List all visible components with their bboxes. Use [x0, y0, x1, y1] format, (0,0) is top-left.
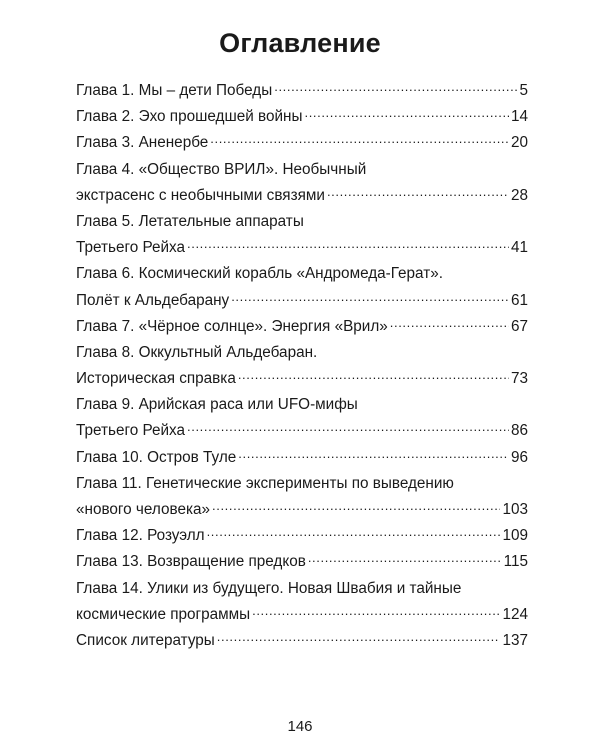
toc-entry-page: 109	[502, 527, 528, 545]
toc-entry	[76, 523, 528, 549]
toc-entry-page: 115	[503, 553, 528, 571]
toc-entry-page: 61	[510, 291, 528, 309]
toc-entry	[76, 497, 528, 523]
table-of-contents	[76, 78, 528, 654]
toc-entry-title: Глава 14. Улики из будущего. Новая Швабия и тайные	[76, 579, 462, 597]
toc-entry	[76, 78, 528, 104]
toc-entry-title: Глава 5. Летательные аппараты	[76, 212, 304, 230]
toc-entry-title-continued: Полёт к Альдебарану	[76, 291, 230, 309]
leader-dots	[238, 448, 509, 462]
leader-dots	[274, 81, 517, 95]
leader-dots	[187, 238, 509, 252]
toc-entry-page: 86	[510, 422, 528, 440]
page-title: Оглавление	[219, 28, 381, 58]
leader-dots	[217, 631, 501, 645]
toc-entry	[76, 314, 528, 340]
toc-entry-title-continued: Третьего Рейха	[76, 239, 186, 257]
toc-entry	[76, 288, 528, 314]
toc-entry-first-line	[76, 576, 528, 602]
toc-entry-title-continued: космические программы	[76, 605, 251, 623]
toc-entry-title: Глава 1. Мы – дети Победы	[76, 82, 273, 99]
toc-entry-first-line	[76, 392, 528, 418]
toc-entry	[76, 183, 528, 209]
toc-entry	[76, 104, 528, 130]
leader-dots	[207, 526, 501, 540]
toc-entry-first-line	[76, 261, 528, 287]
toc-entry-title: Глава 4. «Общество ВРИЛ». Необычный	[76, 160, 367, 178]
toc-entry-page: 28	[510, 186, 528, 204]
leader-dots	[187, 421, 509, 435]
toc-entry-page: 96	[510, 448, 528, 466]
toc-entry-page: 20	[510, 134, 528, 152]
toc-entry-first-line	[76, 340, 528, 366]
toc-entry-title: Глава 8. Оккультный Альдебаран.	[76, 343, 318, 361]
leader-dots	[327, 186, 509, 200]
toc-entry-title: Глава 13. Возвращение предков	[76, 553, 306, 571]
toc-entry-title: Глава 6. Космический корабль «Андромеда-Герат».	[76, 265, 443, 283]
toc-entry-first-line	[76, 471, 528, 497]
toc-entry	[76, 130, 528, 156]
leader-dots	[238, 369, 509, 383]
leader-dots	[390, 317, 509, 331]
toc-entry-title: Глава 10. Остров Туле	[76, 448, 237, 466]
leader-dots	[252, 605, 500, 619]
toc-entry-title: Глава 2. Эхо прошедшей войны	[76, 108, 303, 126]
toc-entry-title-continued: Третьего Рейха	[76, 422, 186, 440]
toc-entry	[76, 366, 528, 392]
leader-dots	[308, 552, 502, 566]
leader-dots	[231, 291, 509, 305]
toc-entry-title: Список литературы	[76, 631, 215, 649]
toc-entry-page: 41	[510, 239, 528, 257]
toc-entry-title: Глава 9. Арийская раса или UFO-мифы	[76, 396, 358, 414]
toc-entry-first-line	[76, 209, 528, 235]
toc-entry-title-continued: экстрасенс с необычными связями	[76, 186, 325, 204]
toc-entry-page: 14	[510, 108, 528, 126]
leader-dots	[212, 500, 500, 514]
toc-entry-first-line	[76, 157, 528, 183]
page-number: 146	[287, 718, 313, 735]
toc-entry-title: Глава 11. Генетические эксперименты по выведению	[76, 474, 454, 492]
toc-entry	[76, 549, 528, 575]
toc-entry-page: 67	[510, 317, 528, 335]
leader-dots	[305, 107, 509, 121]
toc-entry-page: 73	[510, 370, 528, 388]
toc-entry	[76, 418, 528, 444]
toc-entry-title-continued: Историческая справка	[76, 370, 236, 388]
leader-dots	[210, 133, 509, 147]
toc-entry	[76, 445, 528, 471]
toc-entry	[76, 602, 528, 628]
toc-entry	[76, 628, 528, 654]
toc-entry-title: Глава 12. Розуэлл	[76, 527, 205, 545]
toc-entry-title: Глава 3. Аненербе	[76, 134, 209, 152]
toc-entry-page: 103	[502, 501, 528, 518]
toc-entry-page: 137	[502, 631, 528, 649]
toc-entry	[76, 235, 528, 261]
toc-entry-title-continued: «нового человека»	[76, 501, 211, 518]
toc-entry-page: 5	[519, 82, 528, 99]
toc-entry-page: 124	[502, 605, 528, 623]
toc-entry-title: Глава 7. «Чёрное солнце». Энергия «Врил»	[76, 317, 388, 335]
